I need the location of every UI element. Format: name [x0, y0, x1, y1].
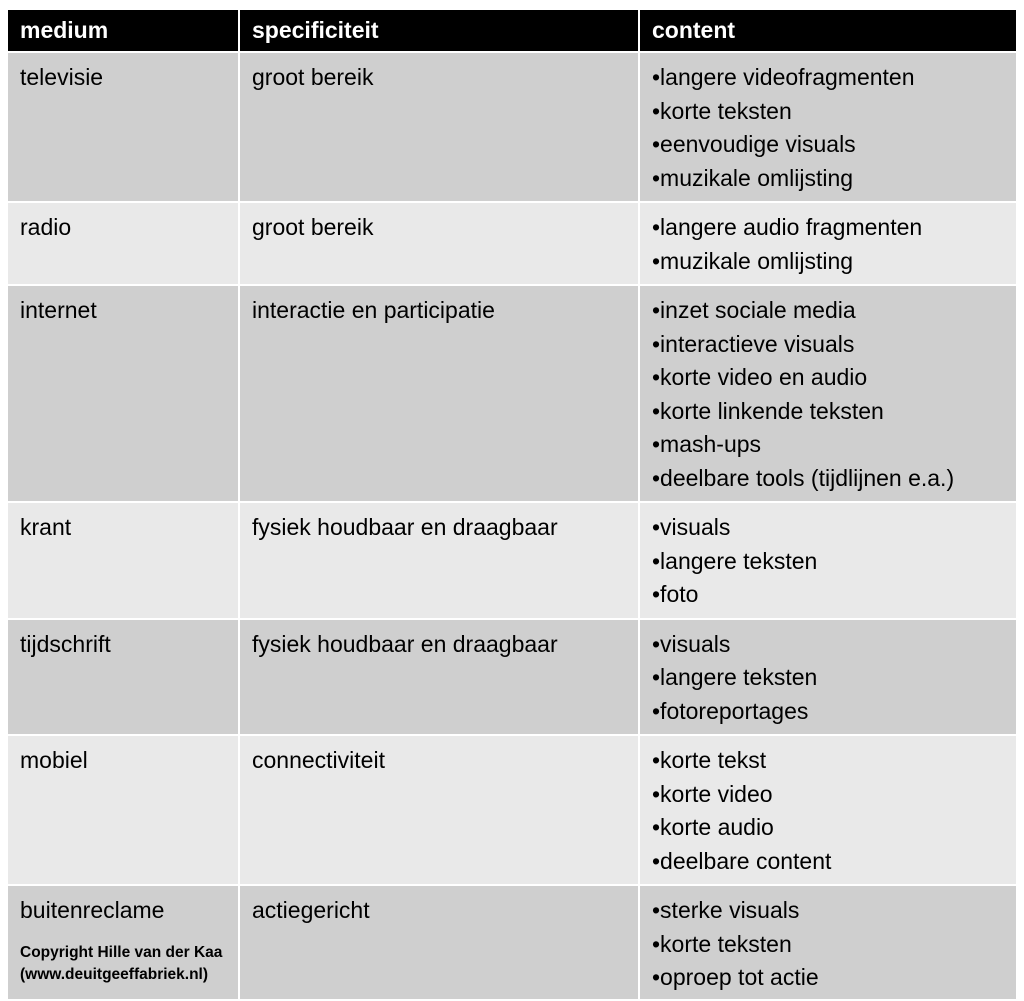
header-medium: medium [8, 10, 238, 51]
cell-medium [8, 886, 238, 999]
content-item: •korte video en audio [652, 364, 868, 390]
content-item: •sterke visuals [652, 897, 800, 923]
content-item: •interactieve visuals [652, 330, 855, 357]
content-item: •visuals [652, 514, 731, 540]
content-item: •mash-ups [652, 431, 762, 457]
table-row-mobiel [8, 736, 1016, 884]
content-item: •korte linkende teksten [652, 397, 884, 424]
cell-specificity: groot bereik [240, 203, 638, 284]
content-item: •korte tekst [652, 747, 767, 773]
table-row-krant [8, 503, 1016, 618]
cell-medium: radio [8, 203, 238, 284]
table-row-televisie [8, 53, 1016, 201]
content-item: •eenvoudige visuals [652, 131, 856, 157]
cell-specificity: groot bereik [240, 53, 638, 201]
cell-content [640, 53, 1016, 201]
cell-medium: tijdschrift [8, 620, 238, 735]
copyright-note [20, 942, 226, 986]
cell-specificity: fysiek houdbaar en draagbaar [240, 503, 638, 618]
content-item: •korte video [652, 780, 773, 807]
copyright-line-2: (www.deuitgeeffabriek.nl) [20, 965, 209, 983]
content-item: •langere teksten [652, 664, 818, 690]
cell-specificity: fysiek houdbaar en draagbaar [240, 620, 638, 735]
cell-medium: krant [8, 503, 238, 618]
content-item: •korte audio [652, 814, 774, 840]
copyright-line-1: Copyright Hille van der Kaa [20, 943, 223, 961]
cell-content [640, 736, 1016, 884]
content-item: •fotoreportages [652, 697, 809, 724]
cell-medium: internet [8, 286, 238, 501]
content-item: •langere teksten [652, 547, 818, 574]
header-specificity: specificiteit [240, 10, 638, 51]
header-content: content [640, 10, 1016, 51]
media-table [6, 8, 1018, 1001]
content-item: •langere videofragmenten [652, 64, 915, 90]
table-row-buitenreclame [8, 886, 1016, 999]
media-table-container [8, 10, 1016, 1001]
content-item: •langere audio fragmenten [652, 214, 923, 240]
cell-content [640, 620, 1016, 735]
cell-specificity: interactie en participatie [240, 286, 638, 501]
cell-medium: mobiel [8, 736, 238, 884]
cell-medium-label: buitenreclame [20, 897, 165, 923]
content-item: •deelbare content [652, 847, 832, 874]
table-row-tijdschrift [8, 620, 1016, 735]
table-row-radio [8, 203, 1016, 284]
cell-content [640, 286, 1016, 501]
content-item: •muzikale omlijsting [652, 247, 854, 274]
cell-specificity: connectiviteit [240, 736, 638, 884]
content-item: •oproep tot actie [652, 964, 819, 990]
cell-content [640, 203, 1016, 284]
cell-content [640, 503, 1016, 618]
content-item: •foto [652, 581, 699, 607]
content-item: •muzikale omlijsting [652, 164, 854, 191]
content-item: •deelbare tools (tijdlijnen e.a.) [652, 464, 955, 491]
cell-specificity: actiegericht [240, 886, 638, 999]
content-item: •korte teksten [652, 930, 792, 957]
cell-content [640, 886, 1016, 999]
cell-medium: televisie [8, 53, 238, 201]
content-item: •inzet sociale media [652, 297, 856, 323]
table-row-internet [8, 286, 1016, 501]
content-item: •visuals [652, 630, 731, 657]
content-item: •korte teksten [652, 97, 792, 124]
table-header-row [8, 10, 1016, 51]
